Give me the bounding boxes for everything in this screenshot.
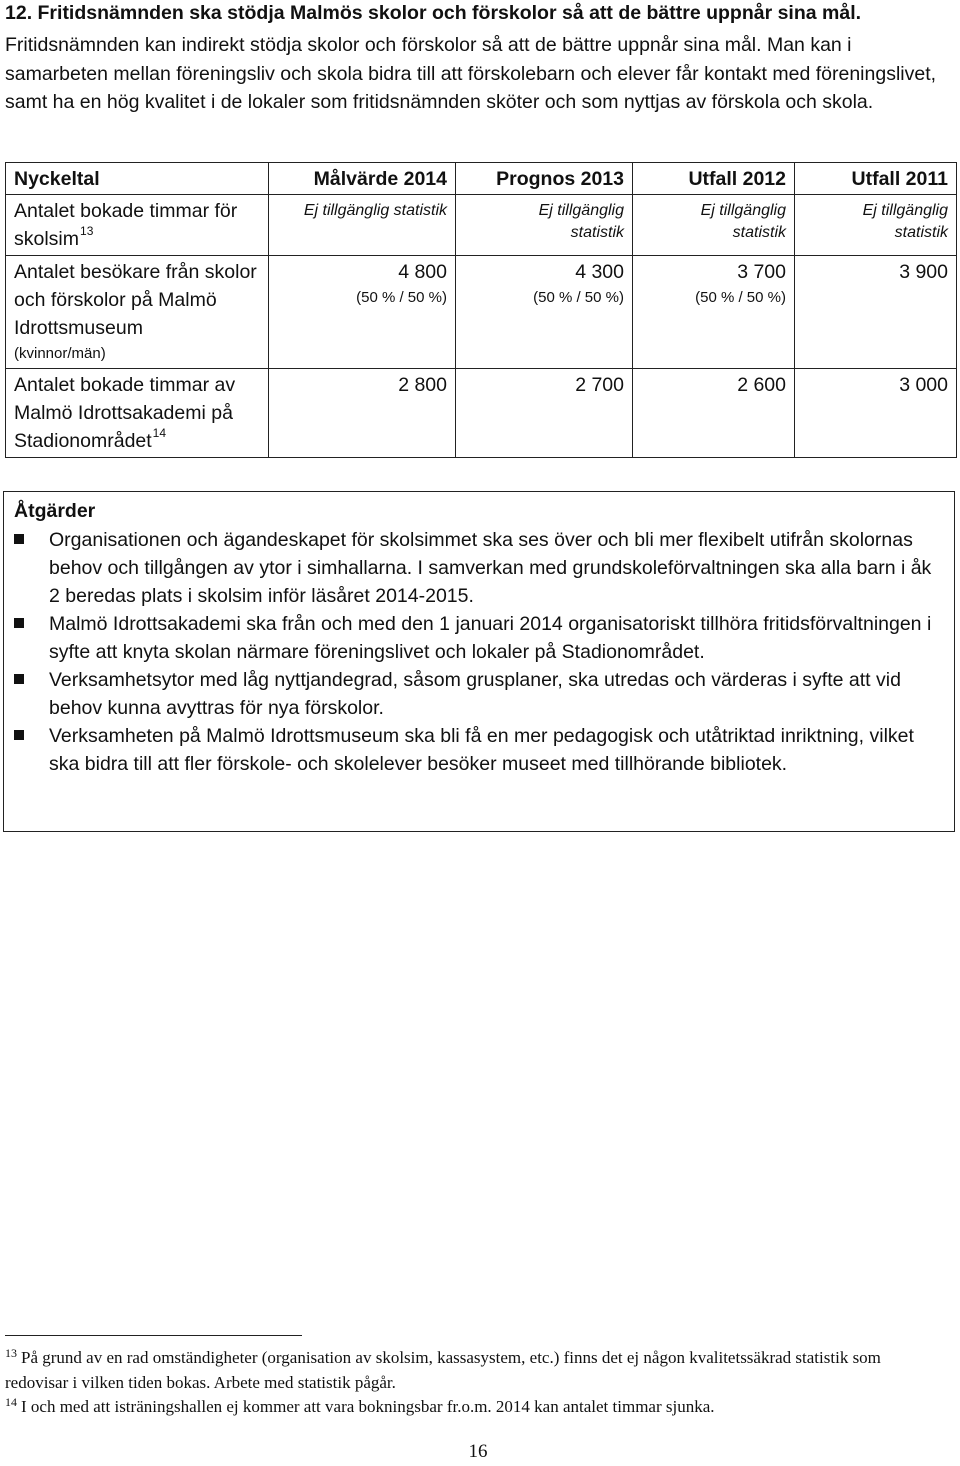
table-row <box>6 369 957 458</box>
cell-line: Ej tillgänglig statistik <box>303 202 447 219</box>
cell-value: 4 800 <box>398 261 447 283</box>
table-cell: 2 700 <box>456 369 633 458</box>
footnote-number: 14 <box>5 1395 17 1409</box>
header-prognos-2013: Prognos 2013 <box>456 163 633 195</box>
list-item-text: Malmö Idrottsakademi ska från och med den 1 januari 2014 organisatoriskt tillhöra fritidsförvaltningen i syfte att knyta skolan närmare föreningslivet och lokaler på Stadionområdet. <box>49 613 932 663</box>
table-cell <box>633 195 795 256</box>
kpi-table <box>5 162 957 458</box>
cell-line: statistik <box>732 224 786 241</box>
cell-value: 4 300 <box>575 261 624 283</box>
cell-note: (50 % / 50 %) <box>356 289 447 306</box>
square-bullet-icon <box>14 730 24 740</box>
square-bullet-icon <box>14 618 24 628</box>
list-item <box>14 722 944 778</box>
cell-line: statistik <box>894 224 948 241</box>
list-item-text: Verksamheten på Malmö Idrottsmuseum ska bli få en mer pedagogisk och utåtriktad inriktning, vilket ska bidra till att fler förskole- och skolelever besöker museet med tillhörande bibliotek. <box>49 725 914 775</box>
table-cell: 3 000 <box>795 369 957 458</box>
footnote-text: I och med att isträningshallen ej kommer att vara bokningsbar fr.o.m. 2014 kan antalet timmar sjunka. <box>21 1397 715 1416</box>
header-malvarde-2014: Målvärde 2014 <box>269 163 456 195</box>
list-item <box>14 666 944 722</box>
cell-line: Ej tillgänglig <box>538 202 624 219</box>
table-cell <box>269 195 456 256</box>
table-cell <box>795 256 957 369</box>
table-cell <box>795 195 957 256</box>
cell-line: statistik <box>570 224 624 241</box>
footnote-number: 13 <box>5 1346 17 1360</box>
table-cell <box>269 256 456 369</box>
table-cell: 2 800 <box>269 369 456 458</box>
cell-line: Ej tillgänglig <box>862 202 948 219</box>
table-cell <box>456 195 633 256</box>
row-label-text: Antalet besökare från skolor och förskolor på Malmö Idrottsmuseum <box>14 261 257 339</box>
section-heading: 12. Fritidsnämnden ska stödja Malmös skolor och förskolor så att de bättre uppnår sina mål. <box>5 2 862 24</box>
page-number: 16 <box>468 1441 488 1462</box>
list-item <box>14 526 944 610</box>
footnote-text: På grund av en rad omständigheter (organisation av skolsim, kassasystem, etc.) finns det ej någon kvalitetssäkrad statistik som redovisar i vilken tiden bokas. Arbete med statistik pågår. <box>5 1348 881 1392</box>
footnote <box>5 1346 945 1395</box>
table-cell <box>633 256 795 369</box>
cell-value: 3 900 <box>899 261 948 283</box>
footnote-ref: 14 <box>152 425 167 440</box>
row-label-text: Antalet bokade timmar för skolsim <box>14 200 238 250</box>
table-cell <box>456 256 633 369</box>
measures-title: Åtgärder <box>14 500 96 522</box>
footnote <box>5 1395 945 1420</box>
list-item-text: Verksamhetsytor med låg nyttjandegrad, såsom grusplaner, ska utredas och värderas i syfte att vid behov kunna avyttras för nya förskolor. <box>49 669 901 719</box>
measures-box <box>3 491 955 832</box>
row-label-note: (kvinnor/män) <box>14 345 106 362</box>
table-cell: 2 600 <box>633 369 795 458</box>
measures-list <box>14 526 944 778</box>
header-utfall-2012: Utfall 2012 <box>633 163 795 195</box>
intro-paragraph: Fritidsnämnden kan indirekt stödja skolor och förskolor så att de bättre uppnår sina mål. Man kan i samarbeten mellan föreningsliv och skola bidra till att förskolebarn och elever får kontakt med föreningslivet, samt ha en hög kvalitet i de lokaler som fritidsnämnden sköter och som nyttjas av förskola och skola. <box>5 34 937 114</box>
cell-note: (50 % / 50 %) <box>695 289 786 306</box>
row-label <box>6 256 269 369</box>
square-bullet-icon <box>14 674 24 684</box>
row-label-text: Antalet bokade timmar av Malmö Idrottsakademi på Stadionområdet <box>14 374 236 452</box>
kpi-header-row <box>6 163 957 195</box>
list-item <box>14 610 944 666</box>
header-utfall-2011: Utfall 2011 <box>795 163 957 195</box>
footnote-divider <box>5 1335 302 1336</box>
table-row <box>6 256 957 369</box>
footnotes <box>5 1346 945 1420</box>
row-label <box>6 369 269 458</box>
header-nyckeltal: Nyckeltal <box>6 163 269 195</box>
cell-value: 3 700 <box>737 261 786 283</box>
cell-note: (50 % / 50 %) <box>533 289 624 306</box>
table-row <box>6 195 957 256</box>
footnote-ref: 13 <box>80 223 94 238</box>
square-bullet-icon <box>14 534 24 544</box>
list-item-text: Organisationen och ägandeskapet för skolsimmet ska ses över och bli mer flexibelt utifrån skolornas behov och tillgången av ytor i simhallarna. I samverkan med grundskoleförvaltningen ska alla barn i åk 2 beredas plats i skolsim inför läsåret 2014-2015. <box>49 529 932 607</box>
cell-line: Ej tillgänglig <box>700 202 786 219</box>
row-label <box>6 195 269 256</box>
